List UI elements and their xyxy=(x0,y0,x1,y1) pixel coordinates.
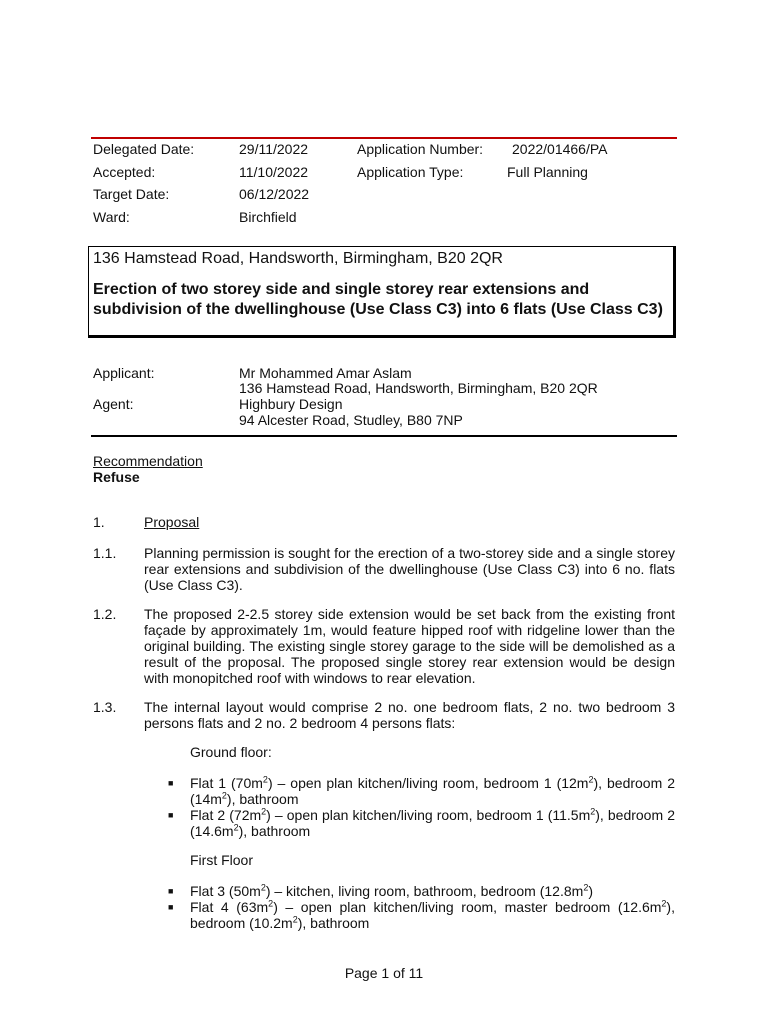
application-type-label: Application Type: xyxy=(357,164,464,180)
accepted-label: Accepted: xyxy=(93,164,156,180)
page-number: Page 1 of 11 xyxy=(344,965,424,981)
paragraph-number: 1.1. xyxy=(93,545,117,561)
flat-4-item: Flat 4 $(63m^2)$ – open plan kitchen/living room, master bedroom $(12.6m^2)$, bedroom $(10.2m^2)$, bathroom xyxy=(190,898,675,931)
flat-1-item: Flat 1 $(70m^2)$ – open plan kitchen/living room, bedroom 1 $(12m^2)$, bedroom 2 $(14m^2)$, bathroom xyxy=(190,774,675,807)
bullet-icon: ■ xyxy=(168,810,174,820)
delegated-date-value: 29/11/2022 xyxy=(239,141,309,157)
parties-rule xyxy=(91,435,677,437)
agent-name: Highbury Design xyxy=(239,396,343,412)
target-date-value: 06/12/2022 xyxy=(239,186,310,202)
target-date-label: Target Date: xyxy=(93,186,170,202)
application-number-value: 2022/01466/PA xyxy=(512,141,608,157)
applicant-address: 136 Hamstead Road, Handsworth, Birmingham, B20 2QR xyxy=(239,380,598,396)
bullet-icon: ■ xyxy=(168,778,174,788)
flat-3-item: Flat 3 $(50m^2)$ – kitchen, living room, bathroom, bedroom $(12.8m^2)$ xyxy=(190,882,593,899)
application-type-value: Full Planning xyxy=(507,164,588,180)
flat-2-item: Flat 2 $(72m^2)$ – open plan kitchen/living room, bedroom 1 $(11.5m^2)$, bedroom 2 $(14.6m^2)$, bathroom xyxy=(190,806,675,839)
proposal-description: Erection of two storey side and single storey rear extensions and subdivision of the dwellinghouse (Use Class C3) into 6 flats (Use Class C3) xyxy=(93,281,663,318)
recommendation-value: Refuse xyxy=(93,469,140,485)
site-address: 136 Hamstead Road, Handsworth, Birmingham, B20 2QR xyxy=(93,250,503,267)
ground-floor-heading: Ground floor: xyxy=(190,744,272,760)
first-floor-heading: First Floor xyxy=(190,852,253,868)
section-title: Proposal xyxy=(144,514,200,530)
agent-address: 94 Alcester Road, Studley, B80 7NP xyxy=(239,412,463,428)
agent-label: Agent: xyxy=(93,396,134,412)
delegated-date-label: Delegated Date: xyxy=(93,141,195,157)
paragraph-number: 1.2. xyxy=(93,606,117,622)
section-number: 1. xyxy=(93,514,105,530)
applicant-name: Mr Mohammed Amar Aslam xyxy=(239,365,412,381)
accepted-value: 11/10/2022 xyxy=(239,164,309,180)
ward-value: Birchfield xyxy=(239,209,297,225)
paragraph-text: The proposed 2-2.5 storey side extension would be set back from the existing front façade by approximately 1m, would feature hipped roof with ridgeline lower than the original building. The existing single storey garage to the side will be demolished as a result of the proposal. The proposed single storey rear extension would be design with monopitched roof with windows to rear elevation. xyxy=(144,606,675,686)
paragraph-text: The internal layout would comprise 2 no. one bedroom flats, 2 no. two bedroom 3 persons flats and 2 no. 2 bedroom 4 persons flats: xyxy=(144,699,675,731)
header-rule xyxy=(91,137,677,139)
bullet-icon: ■ xyxy=(168,902,174,912)
applicant-label: Applicant: xyxy=(93,365,155,381)
paragraph-number: 1.3. xyxy=(93,699,117,715)
bullet-icon: ■ xyxy=(168,886,174,896)
recommendation-heading: Recommendation xyxy=(93,453,203,469)
application-number-label: Application Number: xyxy=(357,141,484,157)
ward-label: Ward: xyxy=(93,209,130,225)
paragraph-text: Planning permission is sought for the erection of a two-storey side and a single storey rear extensions and subdivision of the dwellinghouse (Use Class C3) into 6 no. flats (Use Class C3). xyxy=(144,545,675,593)
